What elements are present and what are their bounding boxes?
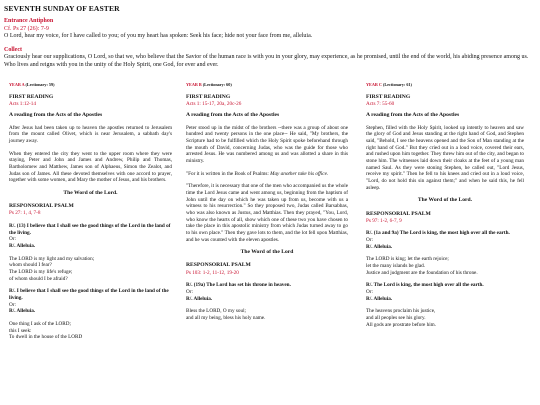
alleluia-response: R/. Alleluia. (9, 308, 36, 315)
reading-paragraph: Peter stood up in the midst of the brothers --there was a group of about one hundred and twenty persons in the one place-- He said, "My brothers, the Scripture had to be fulfilled which the Holy Spirit spoke beforehand through the mouth of David, concerning Judas, who was the guide for those who arrested Jesus. He was numbered among us and was allotted a share in this ministry. (186, 124, 348, 165)
psalm-heading: RESPONSORIAL PSALM (186, 262, 251, 269)
or-text: Or: (366, 288, 373, 295)
first-reading-ref: Acts 7: 55-60 (366, 101, 395, 108)
first-reading-heading: FIRST READING (366, 93, 411, 100)
or-text: Or: (9, 301, 16, 308)
psalm-response: R/. (19a) The Lord has set his throne in heaven. (186, 282, 291, 289)
word-of-the-lord: The Word of the Lord. (417, 197, 473, 204)
entrance-antiphon (4, 18, 536, 41)
reading-intro: A reading from the Acts of the Apostles (366, 111, 460, 118)
reading-paragraph: "For it is written in the Book of Psalms: May another take his office. (186, 170, 329, 177)
reading-intro: A reading from the Acts of the Apostles (9, 111, 103, 118)
first-reading-heading: FIRST READING (9, 93, 54, 100)
page-title: SEVENTH SUNDAY OF EASTER (4, 4, 120, 13)
first-reading-heading: FIRST READING (186, 93, 231, 100)
year-c-column (356, 82, 532, 340)
psalm-response: R/. (13) I believe that I shall see the good things of the Lord in the land of the living. (9, 223, 171, 236)
year-b-column (180, 82, 356, 340)
entrance-heading: Entrance Antiphon (4, 18, 54, 25)
first-reading-ref: Acts 1:12-14 (9, 101, 36, 108)
psalm-response: R/. (1a and 9a) The Lord is king, the most high over all the earth. (366, 230, 510, 237)
collect-heading: Collect (4, 46, 22, 53)
psalm-heading: RESPONSORIAL PSALM (366, 210, 431, 217)
or-text: Or: (186, 288, 193, 295)
psalm-response: R/. The Lord is king, the most high over all the earth. (366, 282, 484, 289)
psalm-stanza: The LORD is king; let the earth rejoice; let the many islands be glad. Justice and judgment are the foundation of his throne. (366, 256, 478, 276)
entrance-ref: Cf. Ps 27 (26): 7-9 (4, 25, 49, 32)
collect-text: Graciously hear our supplications, O Lord, so that we, who believe that the Savior of the human race is with you in your glory, may experience, as he promised, until the end of the world, his abiding presence among us. Who lives and reigns with you in the unity of the Holy Spirit, one God, for ever and ever. (4, 54, 529, 68)
alleluia-response: R/. Alleluia. (366, 243, 393, 250)
word-of-the-lord: The Word of the Lord. (63, 190, 118, 197)
psalm-stanza: One thing I ask of the LORD; this I seek: To dwell in the house of the LORD (9, 320, 83, 341)
readings-columns (4, 82, 536, 340)
psalm-ref: Ps 97: 1-2, 6-7, 9 (366, 217, 402, 224)
reading-paragraph: When they entered the city they went to the upper room where they were staying, Peter and John and James and Andrew, Philip and Thomas, Bartholomew and Matthew, James son of Alphaeus, Simon the Zealot, and Judas son of James. All these devoted themselves with one accord to prayer, together with some women, and Mary the mother of Jesus, and his brothers. (9, 150, 172, 184)
year-a-column (4, 82, 180, 340)
alleluia-response: R/. Alleluia. (186, 295, 213, 302)
reading-intro: A reading from the Acts of the Apostles (186, 111, 280, 118)
psalm-stanza: The LORD is my light and my salvation; whom should I fear? The LORD is my life's refuge; of whom should I be afraid? (9, 255, 95, 282)
alleluia-response: R/. Alleluia. (9, 243, 36, 250)
psalm-ref: Ps 27: 1, 4, 7-8 (9, 210, 41, 217)
alleluia-response: R/. Alleluia. (366, 295, 393, 302)
psalm-stanza: Bless the LORD, O my soul; and all my being, bless his holy name. (186, 308, 266, 321)
psalm-heading: RESPONSORIAL PSALM (9, 203, 74, 210)
reading-paragraph: After Jesus had been taken up to heaven the apostles returned to Jerusalem from the mount called Olivet, which is near Jerusalem, a sabbath day's journey away. (9, 124, 172, 145)
reading-paragraph: Stephen, filled with the Holy Spirit, looked up intently to heaven and saw the glory of God and Jesus standing at the right hand of God, and Stephen said, "Behold, I see the heavens opened and the Son of Man standing at the right hand of God." But they cried out in a loud voice, covered their ears, and rushed upon him together. They threw him out of the city, and began to stone him. The witnesses laid down their cloaks at the feet of a young man named Saul. As they were stoning Stephen, he called out, "Lord Jesus, receive my spirit." Then he fell to his knees and cried out in a loud voice, "Lord, do not hold this sin against them;" and when he said this, he fell asleep. (366, 124, 524, 191)
word-of-the-lord: The Word of the Lord (240, 249, 294, 256)
year-a-label: YEAR A (Lectionary: 59) (9, 82, 55, 88)
entrance-text: O Lord, hear my voice, for I have called to you; of you my heart has spoken: Seek his face; hide not your face from me, alleluia. (4, 33, 313, 40)
or-text: Or: (9, 236, 16, 243)
first-reading-ref: Acts 1: 15-17, 20a, 20c-26 (186, 101, 242, 108)
year-c-label: YEAR C (Lectionary: 61) (366, 82, 412, 88)
collect (4, 47, 536, 70)
psalm-stanza: The heavens proclaim his justice, and all peoples see his glory. All gods are prostrate before him. (366, 308, 437, 328)
psalm-response: R/. I believe that I shall see the good things of the Lord in the land of the living. (9, 288, 169, 301)
or-text: Or: (366, 237, 373, 244)
year-b-label: YEAR B (Lectionary: 60) (186, 82, 232, 88)
reading-paragraph: "Therefore, it is necessary that one of the men who accompanied us the whole time the Lord Jesus came and went among us, beginning from the baptism of John until the day on which he was taken up from us, become with us a witness to his resurrection." So they proposed two, Judas called Barsabbas, who was also known as Justus, and Matthias. Then they prayed, "You, Lord, who know the hearts of all, show which one of these two you have chosen to take the place in this apostolic ministry from which Judas turned away to go to his own place." Then they gave lots to them, and the lot fell upon Matthias, and he was counted with the eleven apostles. (186, 183, 349, 243)
psalm-ref: Ps 103: 1-2, 11-12, 19-20 (186, 269, 239, 276)
